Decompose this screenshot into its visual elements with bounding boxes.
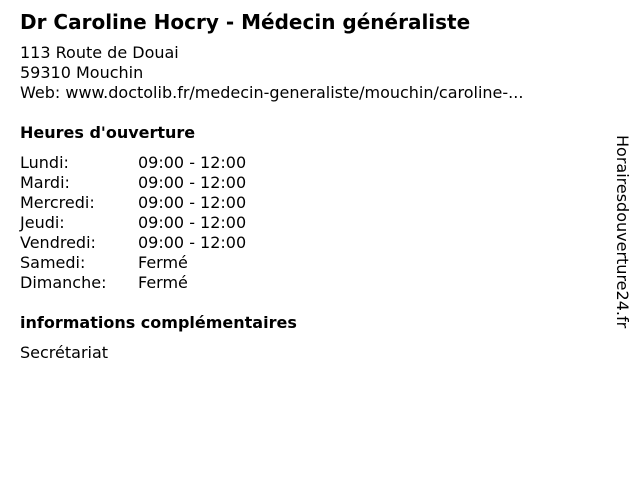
hours-value: Fermé bbox=[138, 273, 188, 292]
hours-value: 09:00 - 12:00 bbox=[138, 153, 247, 172]
day-label: Dimanche: bbox=[20, 273, 107, 292]
additional-info-text: Secrétariat bbox=[20, 343, 109, 362]
business-card bbox=[20, 9, 600, 363]
hours-value: 09:00 - 12:00 bbox=[138, 193, 247, 212]
hours-row-friday bbox=[20, 233, 600, 253]
hours-value: Fermé bbox=[138, 253, 188, 272]
site-watermark: Horairesdouverture24.fr bbox=[613, 135, 632, 329]
additional-info-heading: informations complémentaires bbox=[20, 313, 297, 332]
hours-row-tuesday bbox=[20, 173, 600, 193]
hours-row-sunday bbox=[20, 273, 600, 293]
website-line bbox=[20, 83, 600, 103]
hours-row-thursday bbox=[20, 213, 600, 233]
address-street: 113 Route de Douai bbox=[20, 43, 179, 62]
website-label: Web: bbox=[20, 83, 61, 102]
day-label: Lundi: bbox=[20, 153, 69, 172]
day-label: Mercredi: bbox=[20, 193, 95, 212]
hours-value: 09:00 - 12:00 bbox=[138, 173, 247, 192]
opening-hours-heading: Heures d'ouverture bbox=[20, 123, 196, 142]
day-label: Vendredi: bbox=[20, 233, 96, 252]
day-label: Jeudi: bbox=[20, 213, 65, 232]
hours-value: 09:00 - 12:00 bbox=[138, 233, 247, 252]
hours-value: 09:00 - 12:00 bbox=[138, 213, 247, 232]
hours-row-saturday bbox=[20, 253, 600, 273]
day-label: Mardi: bbox=[20, 173, 70, 192]
opening-hours-table bbox=[20, 153, 600, 293]
page-title: Dr Caroline Hocry - Médecin généraliste bbox=[20, 10, 471, 34]
address-city: 59310 Mouchin bbox=[20, 63, 144, 82]
day-label: Samedi: bbox=[20, 253, 86, 272]
hours-row-monday bbox=[20, 153, 600, 173]
address-block bbox=[20, 43, 600, 103]
website-link[interactable]: www.doctolib.fr/medecin-generaliste/mouchin/caroline-... bbox=[65, 83, 524, 102]
hours-row-wednesday bbox=[20, 193, 600, 213]
